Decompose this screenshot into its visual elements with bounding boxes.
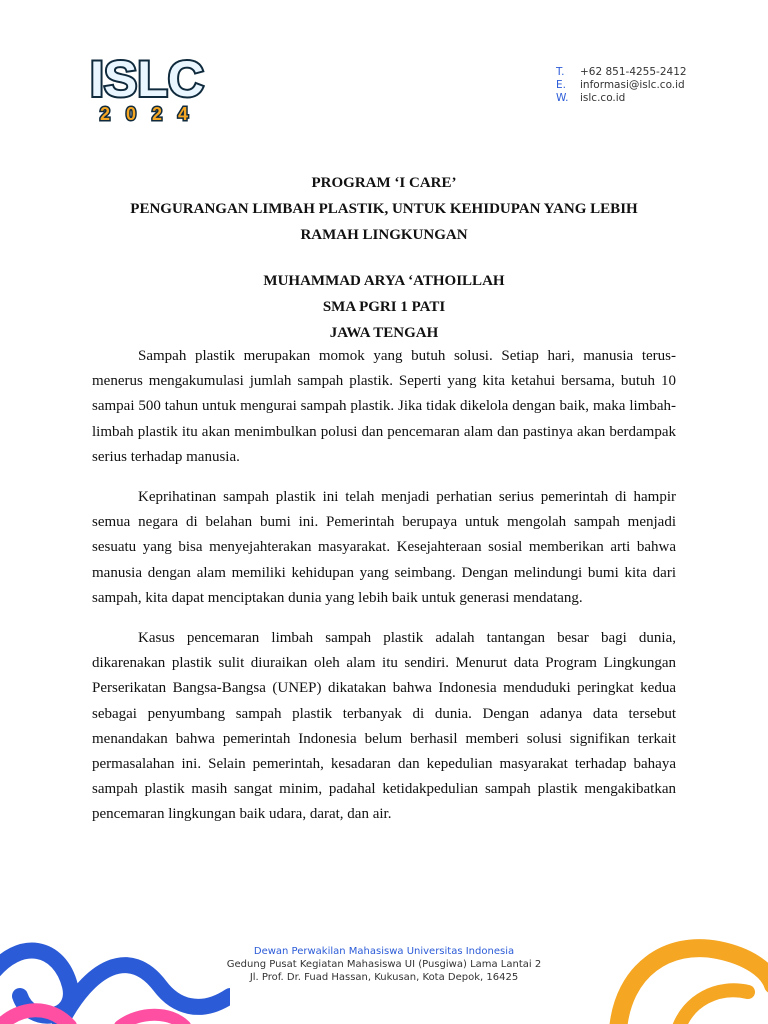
islc-logo (86, 50, 226, 124)
contact-phone-key: T. (556, 66, 565, 78)
paragraph-1: Sampah plastik merupakan momok yang butuh solusi. Setiap hari, manusia terus-menerus mengakumulasi jumlah sampah plastik. Seperti yang kita ketahui bersama, butuh 10 sampai 500 tahun untuk mengurai sampah plastik. Jika tidak dikelola dengan baik, maka limbah-limbah plastik itu akan menimbulkan polusi dan pencemaran alam dan pastinya akan berdampak serius terhadap manusia. (92, 348, 676, 465)
contact-web-key: W. (556, 92, 569, 104)
title-line-1: PROGRAM ‘I CARE’ (311, 175, 457, 191)
contact-phone (556, 66, 687, 79)
footer (0, 945, 768, 984)
author-school: SMA PGRI 1 PATI (322, 299, 446, 315)
author-name: MUHAMMAD ARYA ‘ATHOILLAH (263, 273, 505, 289)
essay-body (92, 344, 676, 843)
contact-email-key: E. (556, 79, 566, 91)
paragraph-3: Kasus pencemaran limbah sampah plastik adalah tantangan besar bagi dunia, dikarenakan plastik sulit diuraikan oleh alam itu sendiri. Menurut data Program Lingkungan Perserikatan Bangsa-Bangsa (UNEP) dikatakan bahwa Indonesia menduduki peringkat kedua sebagai penyumbang sampah plastik terbanyak di dunia. Dengan adanya data tersebut menandakan bahwa pemerintah Indonesia belum berhasil memberi solusi signifikan terkait permasalahan ini. Selain pemerintah, kesadaran dan kepedulian masyarakat terhadap bahaya sampah plastik masih sangat minim, padahal ketidakpedulian sampah plastik mengakibatkan pencemaran lingkungan baik udara, darat, dan air. (92, 630, 676, 823)
paragraph-2: Keprihatinan sampah plastik ini telah menjadi perhatian serius pemerintah di hampir semua negara di belahan bumi ini. Pemerintah berupaya untuk mengolah sampah menjadi sesuatu yang bisa menyejahterakan masyarakat. Kesejahteraan sosial memberikan arti bahwa manusia dengan alam memiliki kehidupan yang seimbang. Dengan melindungi bumi kita dari sampah, kita dapat menciptakan dunia yang lebih baik untuk generasi mendatang. (92, 489, 676, 606)
title-line-3: RAMAH LINGKUNGAN (300, 227, 468, 243)
logo-year: 2024 (100, 104, 205, 124)
logo-text: ISLC (90, 51, 204, 107)
footer-address-1: Gedung Pusat Kegiatan Mahasiswa UI (Pusgiwa) Lama Lantai 2 (226, 959, 542, 970)
contact-web-value: islc.co.id (580, 92, 626, 104)
document-title (0, 170, 768, 248)
author-block (0, 268, 768, 346)
contact-info (556, 66, 687, 105)
contact-phone-value: +62 851-4255-2412 (580, 66, 687, 78)
author-region: JAWA TENGAH (329, 325, 439, 341)
contact-email (556, 79, 687, 92)
contact-web (556, 92, 687, 105)
footer-address-2: Jl. Prof. Dr. Fuad Hassan, Kukusan, Kota Depok, 16425 (249, 972, 519, 983)
title-line-2: PENGURANGAN LIMBAH PLASTIK, UNTUK KEHIDUPAN YANG LEBIH (130, 201, 638, 217)
contact-email-value: informasi@islc.co.id (580, 79, 685, 91)
footer-org: Dewan Perwakilan Mahasiswa Universitas Indonesia (253, 946, 515, 957)
